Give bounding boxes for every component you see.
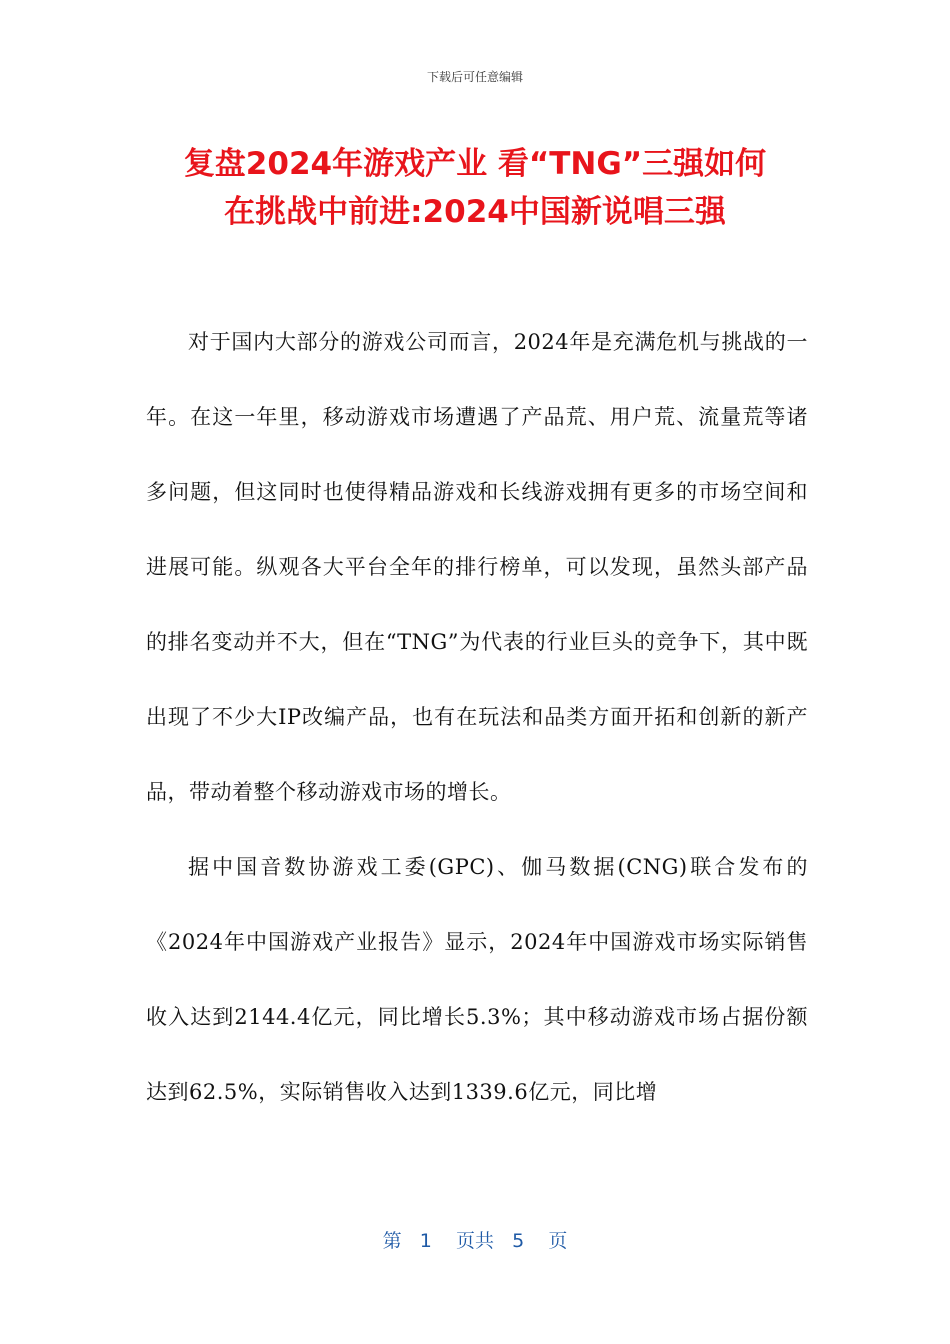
page-middle: 页共 <box>455 1230 494 1252</box>
document-title <box>60 140 890 236</box>
header-note: 下载后可任意编辑 <box>426 70 523 84</box>
body-paragraph-2: 据中国音数协游戏工委(GPC)、伽马数据(CNG)联合发布的《2024年中国游戏产业报告》显示，2024年中国游戏市场实际销售收入达到2144.4亿元，同比增长5.3%；其中移动游戏市场占据份额达到62.5%，实际销售收入达到1339.6亿元，同比增 <box>146 855 808 1104</box>
document-body <box>146 305 808 1130</box>
title-line-2: 在挑战中前进:2024中国新说唱三强 <box>224 194 726 230</box>
page-footer <box>0 1226 950 1253</box>
page-current-number: 1 <box>419 1230 432 1252</box>
page-prefix: 第 <box>382 1230 402 1252</box>
page-suffix: 页 <box>548 1230 568 1252</box>
page-total-number: 5 <box>512 1230 525 1252</box>
title-line-1: 复盘2024年游戏产业 看“TNG”三强如何 <box>183 146 767 182</box>
body-paragraph-1: 对于国内大部分的游戏公司而言，2024年是充满危机与挑战的一年。在这一年里，移动游戏市场遭遇了产品荒、用户荒、流量荒等诸多问题，但这同时也使得精品游戏和长线游戏拥有更多的市场空间和进展可能。纵观各大平台全年的排行榜单，可以发现，虽然头部产品的排名变动并不大，但在“TNG”为代表的行业巨头的竞争下，其中既出现了不少大IP改编产品，也有在玩法和品类方面开拓和创新的新产品，带动着整个移动游戏市场的增长。 <box>146 330 808 804</box>
